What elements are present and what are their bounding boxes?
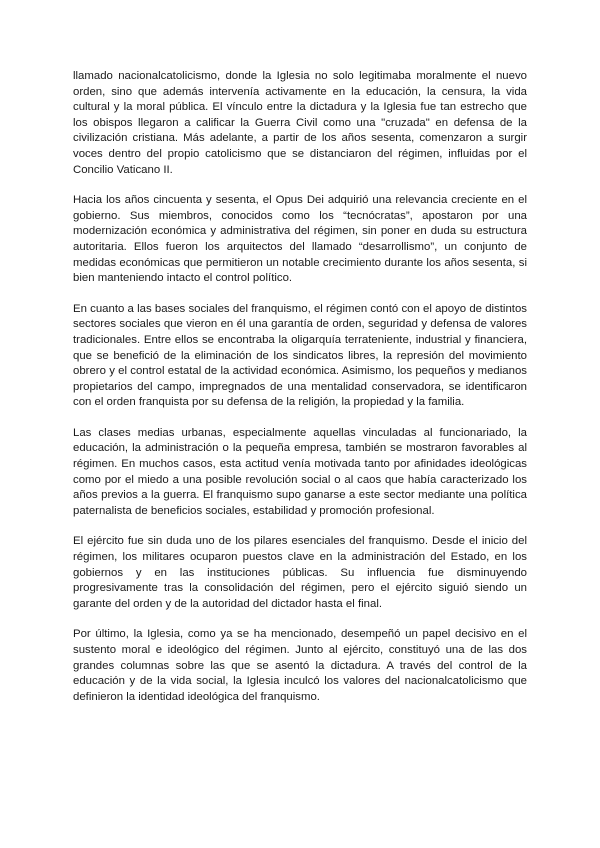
paragraph-opus-dei: Hacia los años cincuenta y sesenta, el Opus Dei adquirió una relevancia creciente en el gobierno. Sus miembros, conocidos como los “tecnócratas”, apostaron por una modernización económica y administrativa del régimen, sin poner en duda su estructura autoritaria. Ellos fueron los arquitectos del llamado “desarrollismo”, un conjunto de medidas económicas que permitieron un notable crecimiento durante los años sesenta, si bien manteniendo intacto el control político. (73, 194, 527, 285)
paragraph-nacionalcatolicismo: llamado nacionalcatolicismo, donde la Iglesia no solo legitimaba moralmente el nuevo orden, sino que además intervenía activamente en la educación, la censura, la vida cultural y la moral pública. El vínculo entre la dictadura y la Iglesia fue tan estrecho que los obispos llegaron a calificar la Guerra Civil como una "cruzada" en defensa de la civilización cristiana. Más adelante, a partir de los años sesenta, comenzaron a surgir voces dentro del propio catolicismo que se distanciaron del régimen, influidas por el Concilio Vaticano II. (73, 70, 527, 176)
paragraph-iglesia: Por último, la Iglesia, como ya se ha mencionado, desempeñó un papel decisivo en el sustento moral e ideológico del régimen. Junto al ejército, constituyó una de las dos grandes columnas sobre las que se asentó la dictadura. A través del control de la educación y de la vida social, la Iglesia inculcó los valores del nacionalcatolicismo que definieron la identidad ideológica del franquismo. (73, 628, 527, 703)
document-page (73, 69, 527, 720)
paragraph-clases-medias: Las clases medias urbanas, especialmente aquellas vinculadas al funcionariado, la educación, la administración o la pequeña empresa, también se mostraron favorables al régimen. En muchos casos, esta actitud venía motivada tanto por afinidades ideológicas como por el miedo a una posible revolución social o al caos que había caracterizado los años previos a la guerra. El franquismo supo ganarse a este sector mediante una política paternalista de beneficios sociales, estabilidad y promoción profesional. (73, 426, 527, 517)
paragraph-bases-sociales: En cuanto a las bases sociales del franquismo, el régimen contó con el apoyo de distintos sectores sociales que vieron en él una garantía de orden, seguridad y defensa de valores tradicionales. Entre ellos se encontraba la oligarquía terrateniente, industrial y financiera, que se benefició de la eliminación de los sindicatos libres, la represión del movimiento obrero y el control estatal de la actividad económica. Asimismo, los pequeños y medianos propietarios del campo, impregnados de una mentalidad conservadora, se identificaron con el orden franquista por su defensa de la religión, la propiedad y la familia. (73, 302, 527, 409)
paragraph-ejercito: El ejército fue sin duda uno de los pilares esenciales del franquismo. Desde el inicio del régimen, los militares ocuparon puestos clave en la administración del Estado, en los gobiernos y en las instituciones públicas. Su influencia fue disminuyendo progresivamente tras la consolidación del régimen, pero el ejército siguió siendo un garante del orden y de la autoridad del dictador hasta el final. (73, 535, 527, 610)
